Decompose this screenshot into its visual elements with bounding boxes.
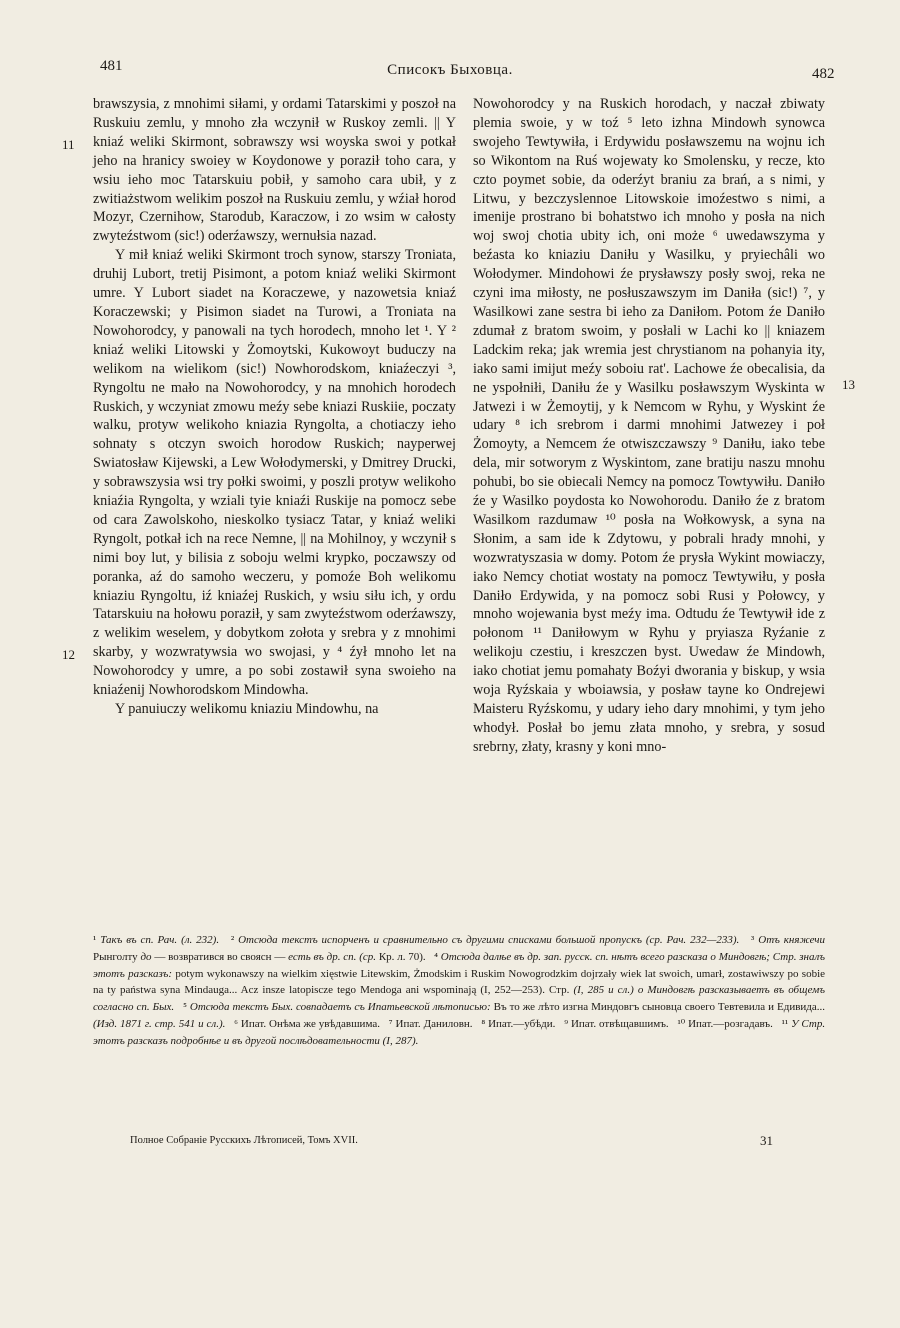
footnote-3-part: до	[140, 950, 152, 963]
footnote-3-part: Кр. л. 70).	[378, 950, 426, 963]
footnote-11: У Стр. этотъ разсказъ подробнѣе и въ другой послѣдовательности (I, 287).	[93, 1017, 826, 1047]
text-column-left	[93, 95, 456, 719]
footnote-marker: ⁴	[434, 950, 438, 963]
paragraph: Nowohorodcy y na Ruskich horodach, y naczał zbiwaty plemia swoie, y w toź ⁵ leto izhna Mindowh synowca swojeho Tewtywiła, i Erdywidu posławszemu na wojnu ich so Wikontom na Ruś wojewaty ko Smolensku, y recze, kto czto poymet sobie, da oderźyt braniu za brań, a s nimi, y Litwu, y bezczyslennoe Litowskoie imoźestwo s nimi, a imenije prostrano bi bohatstwo ich mnoho y posła na nich woj swoj chotia ubity ich, oni może ⁶ uwedawszyma y beźasta ko kniaziu Daniłu y Wasilku, y pryiechâli wo Wołodymer. Mindohowi źe prysławszy posły swoj, reka ne czyni ima miłosty, ne posłuszawszym im Daniła (sic!) ⁷, y Wasilkowi zane sestra bi ieho za Daniłom. Potom źe Daniło zdumał z bratom swoim, y posłali w Lachi ko || kniazem Ladckim reka; jak wremia jest chrystianom na pohanyia ity, iako sami imijut meźy soboiu rat'. Lachowe źe obecalisia, da ne yspołniłi, Daniłu źe y Wasilku posławszym Wyskinta w Jatwezi i w Żemoytij, y k Nemcom w Ryhu, y Wyskint źe udary ⁸ ich srebrom i darmi mnohimi Jatwezey i poł Żomoyty, a Nemcem źe otwiszczawszy ⁹ Daniłu, iako tebe dela, mir sotworym z Wyskintom, zane bratiju naszu mnohu pohubi, bo sie obiecali Nemcy na pomocz Towtywiłu. Daniło źe y Wasilko poydosta ko Nowohorodu. Daniło źe z bratom Wasilkom razdumaw ¹⁰ posła na Wołkowysk, a syna na Słonim, a sam ide k Zdytowu, y pobrali hrady mnohi, y wozwratyszasia w domy. Potom źe prysła Wykint mowiaczy, iako Nemcy chotiat wostaty na pomocz Tewtywiłu, y posła Daniło Erdywida, y na pomocz sobi Rusi y Połowcy, y mnoho wojewania byst meźy ima. Odtudu źe Tewtywił ide z połonom ¹¹ Daniłowym w Ryhu y pryiasza Ryźanie z welikoju czestiu, i kreszczen byst. Uwedaw źe Mindowh, iako chotiat jemu pomahaty Boźyi dworania y biskup, y wsia woja Ryźskaia y wboiawsia, y posław tayne ko Ondrejewi Maisteru Ryźskomu, y udary ieho dary mnohimi, y tym jeho whodył. Posłał bo jemu złata mnoho, y srebra, y sosud srebrny, złaty, krasny y koni mno-	[473, 96, 825, 755]
paragraph: Y panuiuczy welikomu kniaziu Mindowhu, na	[115, 701, 379, 717]
running-title: Списокъ Быховца.	[387, 62, 513, 78]
margin-number-13: 13	[842, 377, 855, 392]
footnote-4-part: (I, 285 и сл.) о Миндовгѣ разсказываетъ въ общемъ согласно сп. Быx.	[93, 984, 825, 1014]
footnote-marker: ⁹	[564, 1017, 569, 1030]
footnote-marker: ⁶	[234, 1017, 238, 1030]
footnote-marker: ²	[230, 934, 235, 946]
footnote-10: Ипат.—розгадавъ.	[688, 1017, 773, 1030]
footnote-9: Ипат. отвѣщавшимъ.	[570, 1017, 669, 1030]
footnote-4-part: Отсюда далѣе въ др. зап. русск. сп. нѣтъ всего разсказа о Миндовгѣ; Стр. зналъ этотъ разсказъ:	[93, 950, 826, 980]
footnote-4-part: potym wykonawszy na wielkim xięstwie Litewskim, Żmodskim i Ruskim Nowogrodzkim dojrzały wiek lat swoich, umarł, zostawiwszy po sobie na ty państwa syna Mindauga... Acz insze latopiscze tego Mendoga ani wspominają (I, 252—253). Стр.	[93, 967, 826, 997]
footnotes	[93, 932, 825, 1050]
volume-signature: Полное Собраніе Русскихъ Лѣтописей, Томъ XVII.	[130, 1135, 358, 1146]
footnote-marker: ⁸	[481, 1017, 486, 1030]
paragraph: Y mił kniaź weliki Skirmont troch synow, starszy Troniata, druhij Lubort, tretij Pisimont, a potom kniaź weliki Skirmont umre. Y Lubort siadet na Koraczewe, y nazowetsia kniaź Koraczewski; y Pisimon siadet na Turowi, a Troniata na Nowohorodcy, y panowali na tych horodech, mnoho let ¹. Y ² kniaź weliki Litowski y Żomoytski, Kukowoyt buduczy na welikom na wielikom (sic!) Nowhorodskom, kniaźeczyi ³, Ryngoltu ne mało na Nowohorodcy, y na mnohich horodech Ruskich, y wczyniat zmowu meźy sebe kniazi Ruskiie, poczaty walku, protyw welikoho kniazia Ryngolta, a chotiaczy ieho sohnaty s otczyn swoich horodow Ruskich; nayperwej Swiatosław Kijewski, a Lew Wołodymerski, y Dmitrey Drucki, y sobrawszysia wsi try połki swoimi, y poszli protyw welikoho kniaźia Ryngolta, y wziali tyie kniaźi Ruskije na pomocz sebe od cara Zawolskoho, nieskolko tysiacz Tatar, y kniaź weliki Ryngolt, potkał ich na rece Nemne, || na Mohilnoy, y wczynił s nimi boy lut, y bilisia z soboju welmi krypko, poczawszy od poranka, aź do samoho weczeru, y pomoźe Boh welikomu kniaziu Ryngoltu, iź kniaźej Ruskich, y wsiu siłu ich, y ordu Tatarskuiu na hołowu poraził, y sam zwyteźstwom oderźawszy, z welikim weselem, y dobytkom zołota y srebra y z mnohimi skarby, y wozwratywsia wo swojasi, y ⁴ źył mnoho let na Nowohorodcy y umre, a po sobi zostawił syna swoieho na kniaźenij Nowhorodskom Mindowha.	[93, 247, 456, 699]
footnote-6: Ипат. Онѣма же увѣдавшима.	[240, 1017, 380, 1030]
footnote-3-part: Отъ княжечи	[758, 934, 826, 946]
footnote-marker: ⁷	[388, 1017, 393, 1030]
footnote-3-part: Рынголту	[93, 950, 138, 963]
footnote-1: Такъ въ сп. Рач. (л. 232).	[100, 934, 220, 946]
footnote-8: Ипат.—убѣди.	[488, 1017, 556, 1030]
page-number-left: 481	[100, 58, 123, 74]
footnote-marker: ¹⁰	[677, 1017, 686, 1030]
margin-number-11: 11	[62, 137, 75, 152]
footnote-marker: ¹	[93, 934, 97, 946]
footnote-3-part: есть въ др. сп. (ср.	[288, 950, 377, 963]
footnote-5-part: (Изд. 1871 г. стр. 541 и сл.).	[93, 1017, 226, 1030]
page-number-right: 482	[812, 66, 835, 82]
footnote-marker: ³	[751, 934, 755, 946]
footnote-7: Ипат. Даниловн.	[395, 1017, 473, 1030]
footnote-2: Отсюда текстъ испорченъ и сравнительно съ другими списками большой пропускъ (ср. Рач. 232—233).	[238, 934, 740, 946]
footnote-marker: ⁵	[183, 1001, 187, 1014]
sheet-number: 31	[760, 1133, 773, 1148]
text-column-right	[473, 95, 825, 757]
footnote-5-part: Отсюда текстъ Быx. совпадаетъ съ Ипатьевской лѣтописью:	[189, 1001, 491, 1014]
footnote-3-part: — возвратився во своясн —	[154, 950, 286, 963]
footnote-5-part: Въ то же лѣто изгна Миндовгъ сыновца своего Тевтевила и Едивида...	[493, 1001, 826, 1014]
paragraph: brawszysia, z mnohimi siłami, y ordami Tatarskimi y poszoł na Ruskuiu zemlu, y mnoho zła wczynił w Ruskoy zemli. || Y kniaź weliki Skirmont, sobrawszy wsi woyska swoi y potkał jeho na hranicy swoiey w Koydonowe y poraził toho cara, y wsiu ieho moc Tatarskuiu pobił, y samoho cara ubił, y z zwitiażstwom welikim poszoł na Ruskuiu zemlu, y wźiał horod Mozyr, Czernihow, Starodub, Karaczow, i zo wsim w całosty zwyteźstwom (sic!) oderźawszy, wernułsia nazad.	[93, 96, 456, 245]
footnote-marker: ¹¹	[781, 1017, 789, 1030]
margin-number-12: 12	[62, 647, 75, 662]
